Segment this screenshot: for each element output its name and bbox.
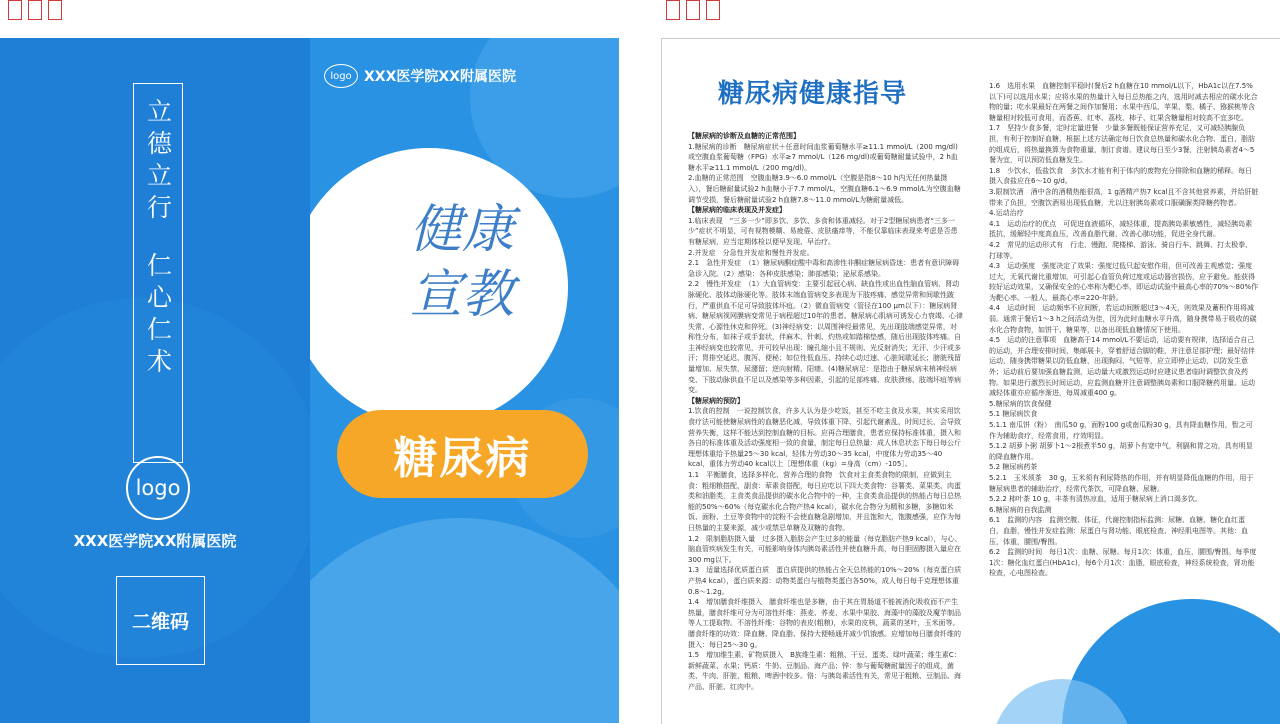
paragraph: 1.1 平衡膳食，选择多样化、营养合理的食物 饮食对主食类食物的限制，应做到主食：粗细粮搭配，副食：荤素食搭配，每日应吃以下四大类食物：谷薯类、菜果类、肉蛋类和油脂类，主食类食品提供的碳水化合物中的一种，主食类食品提供的热能占每日总热能的50%～60%（每克碳水化合物产热4 kcal），碳水化合物分为精和多糖，多糖如米饭、面粉、土豆等食物中的淀粉不会使血糖急剧增加，并且饱和大，饱腹感强，应作为每日热量的主要来源，减少或禁忌单糖及双糖的食物。 [688,471,961,532]
document-title: 糖尿病健康指导 [718,79,908,109]
paragraph: 1.饮食的控制 一说控制饮食，许多人认为是少吃饭，甚至不吃主食及水果，其实采用饮食疗法可能使糖尿病性的血糖恶化减，导致体重下降、引起代谢紊乱，时间过长，会导致营养失衡，这样不能达到控制血糖的目标。应再合理膳食，患者应保持标准体重，摄入和各自的标准体重及活动强度相一致的食量，制定每日总热量：成人休息状态下每日每公斤理想体重给予热量25～30 kcal，轻体力劳动30～35 kcal，中度体力劳动35～40 kcal，重体力劳动40 kcal以上［理想体重（kg）=身高（cm）-105］。 [688,407,961,469]
paragraph: 1.7 坚持少食多餐，定时定量进餐 少量多餐既能保证营养充足，又可减轻胰腺负担，有利于控制好血糖，根据上述方法确定每日饮食总热量和碳水化合物、蛋白、脂肪的组成后，将热量换算为食物重量，制订食谱。建议每日至少3餐，注射胰岛素者4～5餐为宜，可以预防低血糖发生。 [989,124,1255,165]
paragraph: 5.2.2 柿叶茶 10 g，丰茶有清热凉血，适用于糖尿病上消口渴多饮。 [989,495,1202,504]
brochure-outer-spread [0,38,619,723]
paragraph: 5.2.1 玉米须茶 30 g，玉米须有利尿降热的作用，并有明显降低血糖的作用，用于糖尿病患者的辅助治疗，经常代茶饮，可降血糖、尿糖。 [989,473,1254,493]
cover-panel [310,38,619,723]
paragraph: 1.6 选用水果 血糖控制平稳时(餐后2 h血糖在10 mmol/L以下，HbA1c以在7.5%以下)可以选用水果；应将水果的热量计入每日总热能之内，选用时减去相应的碳水化合物的量；吃水果最好在两餐之间作加餐用；水果中西瓜、苹果、梨、橘子、猕猴桃等含糖量相对较低可食用，而香蕉、红枣、荔枝、柿子、红果含糖量相对较高不宜多吃。 [989,82,1258,122]
back-panel [0,38,310,723]
paragraph: 4.3 运动强度 强度决定了效果：强度过低只起安慰作用，但可改善主观感觉；强度过大，无氧代谢比重增加，可引起心血管负荷过度或运动器官损伤，应予避免。能获得较好运动效果，又确保安全的心率称为靶心率，即运动试验中最高心率的70%～80%作为靶心率。一般人，最高心率=220-年龄。 [989,262,1259,302]
text-column-2 [989,81,1259,579]
paragraph: 1.2 限制脂肪摄入量 过多摄入脂肪会产生过多的能量（每克脂肪产热9 kcal），与心、脑血管疾病发生有关，可能影响身体内胰岛素活性并使血糖升高，每日胆固醇摄入量应在300 mg以下。 [688,534,962,564]
section-heading: 【糖尿病的诊断及血糖的正常范围】 [688,132,800,140]
paragraph: 4.4 运动时间 运动频率不应间断，若运动间断超过3～4天，则效果及蓄积作用将减弱。通常于餐后1～3 h之间活动为佳，因为此时血糖水平升高，随身携带易于吸收的碳水化合物食物，如饼干、糖果等，以备出现低血糖情况下使用。 [989,304,1257,334]
slogan [410,198,514,328]
paragraph: 4.5 运动的注意事项 血糖高于14 mmol/L不要运动，运动要有规律，选择适合自己的运动，并合理安排时间，集邮展卡，穿着舒适合脚的鞋，并注意足部护理；最好结伴运动，随身携带糖果以防低血糖，出现胸闷、气短等，应立即停止运动，以防发生意外；运动前后要加强血糖监测，运动量大或激烈运动时应建议患者临时调整饮食及药物。如果进行激烈长时间运动，应监测血糖并注意调整胰岛素和口服降糖药用量。运动减轻体重亦应循序渐进，每周减重400 g。 [989,336,1255,398]
paragraph: 1.4 增加膳食纤维摄入 膳食纤维也是多糖，由于其在胃肠道不能被消化吸收而不产生热量，膳食纤维可分为可溶性纤维：燕麦、荞麦、水果中果胶、海藻中的藻胶及魔芋制品等人工提取物。不溶性纤维：谷物的表皮(粗粮)，水果的皮核，蔬菜的茎叶，玉米面等。膳食纤维的功效：降血糖、降血脂、保持大便畅通并减少饥饿感。应增加每日膳食纤维的摄入：每日25～30 g。 [688,598,961,649]
paragraph: 6.糖尿病的自我监测 [989,505,1052,514]
paragraph: 2.2 慢性并发症 （1）大血管病变：主要引起冠心病、缺血性或出血性脑血管病、肾动脉硬化、肢体动脉硬化等。肢体末端血管病变多表现为下肢疼痛、感觉异常和间歇性跛行，严重供血不足可导致肢体坏疽。（2）微血管病变（管径在100 μm以下）：糖尿病肾病、糖尿病视网膜病变常见于病程超过10年的患者。糖尿病心肌病可诱发心力衰竭、心律失常、心源性休克和猝死。(3)神经病变：以周围神经最常见，先出现肢端感觉异常，对称性分布，如袜子或手套状，伴麻木、针刺、灼热或如踏棉垫感，随后出现肢体疼痛。自主神经病变也较常见，并可较早出现：瞳孔缩小且不规则、光反射消失；无汗、少汗或多汗；胃排空延迟、腹泻、便秘；如位性低血压、持续心动过速、心脏间歇延长；膀胱残留量增加、尿失禁、尿潴留；逆向射精、阳痿。(4)糖尿病足：是指由于糖尿病末梢神经病变、下肢动脉供血不足以及感染等多种因素，引起的足部疼痛、皮肤溃疡、肢端坏疽等病变。 [688,280,963,395]
hospital-name: XXX医学院XX附属医院 [73,532,237,550]
paragraph: 4.2 常见的运动形式有 行走、慢跑、爬楼梯、游泳、骑自行车、跳舞、打太极拳、打球等。 [989,240,1253,260]
paragraph: 1.5 增加维生素、矿物质摄入 B族维生素：粗粮、干豆、蛋类、绿叶蔬菜；维生素C：新鲜蔬菜、水果；钙质：牛奶、豆制品、海产品；锌：参与葡萄糖耐量因子的组成，菌类、牛肉、肝脏、粗粮、啤酒中较多。铬：与胰岛素活性有关，常见于粗粮、豆制品、海产品、肝脏、红肉中。 [688,651,961,691]
paragraph: 1.3 适量选择优质蛋白质 蛋白质提供的热能占全天总热能的10%～20%（每克蛋白质产热4 kcal），蛋白质来源：动物类蛋白与植物类蛋白各50%，成人每日每千克理想体重0.8～1.2g。 [688,566,962,596]
motto-line-2: 仁心仁术 [143,252,173,380]
paragraph: 5.1.1 南瓜饼（粉） 南瓜50 g，面粉100 g或南瓜粉30 g，具有降血糖作用，暂之可作为辅助食疗，经常食用，疗效明显。 [989,421,1253,440]
paragraph: 1.8 少饮水，低盐饮食 多饮水才能有利于体内的废物充分排除和血糖的稀释。每日摄入食盐应在6～10 g/d。 [989,166,1253,186]
crop-marks-left [8,0,62,20]
paragraph: 6.2 监测的时间 每日1次：血糖、尿糖。每月1次：体重，血压，腰围/臀围。每季度1次：糖化血红蛋白(HbA1c)，每6个月1次：血脂，眼底检查，神经系统检查，肾功能检查，心电图检查。 [989,548,1257,578]
section-heading: 【糖尿病的预防】 [688,396,744,405]
deco-circle-bottom [310,518,619,723]
slogan-line-2: 宣教 [410,265,515,325]
cover-hospital-name: XXX医学院XX附属医院 [364,69,516,85]
paragraph: 5.2 糖尿病药茶 [989,463,1038,472]
crop-marks-right [666,0,720,20]
motto-line-1: 立德立行 [143,98,173,226]
slogan-line-1: 健康 [410,200,515,260]
logo: logo [126,456,190,520]
motto-frame [133,83,183,463]
paragraph: 2.血糖的正常范围 空腹血糖3.9～6.0 mmol/L（空腹是指8～10 h内无任何热量摄入），餐后糖耐量试验2 h血糖小于7.7 mmol/L，空腹血糖6.1～6.9 mmol/L为空腹血糖调节受损，餐后糖耐量试验2 h血糖7.8～11.0 mmol/L为糖耐量减低。 [688,174,961,204]
paragraph: 1.临床表现 “三多一少”即多饮、多饮、多食和体重减轻。对于2型糖尿病患者“三多一少”症状不明显，可有视物模糊、易疲倦、皮肤瘙痒等，不能仅靠临床表现来考虑是否患有糖尿病，应当定期体检以便早发现、早治疗。 [688,216,958,246]
paragraph: 5.糖尿病的饮食保健 [989,399,1052,408]
paragraph: 1.糖尿病的诊断 糖尿病症状＋任意时间血浆葡萄糖水平≥11.1 mmol/L（200 mg/dl)或空腹血浆葡萄糖（FPG）水平≥7 mmol/L（126 mg/dl)或葡萄糖耐量试验中，2 h血糖水平≥11.1 mmol/L（200 mg/dl)。 [688,142,958,172]
paragraph: 5.1 糖尿病饮食 [989,410,1038,419]
paragraph: 4.运动治疗 [989,209,1024,218]
paragraph: 2.1 急性并发症 （1）糖尿病酮症酸中毒和高渗性非酮症糖尿病昏迷：患者有意识障碍急诊入院。（2）感染：各种皮肤感染；肺部感染；泌尿系感染。 [688,259,960,278]
disease-title-pill: 糖尿病 [337,410,588,498]
paragraph: 4.1 运动治疗的优点 可促进血液循环，减轻体重，提高胰岛素敏感性，减轻胰岛素抵抗，缓解轻中度高血压，改善血脂代谢，改善心肺功能，促进全身代谢。 [989,219,1253,239]
cover-logo: logo [324,64,358,88]
paragraph: 2.并发症 分急性并发症和慢性并发症。 [688,248,814,257]
text-column-1 [688,131,963,692]
paragraph: 6.1 监测的内容 监测空腹、体征，代谢控制指标监测：尿糖、血糖，糖化血红蛋白，血脂，慢性并发症监测：尿蛋白与肾功能、眼底检查、神经肌电图等。其他：血压，体重，腰围/臀围。 [989,516,1248,546]
brochure-inner-page [661,38,1280,724]
paragraph: 3.限制饮酒 酒中含的酒精热能很高，1 g酒精产热7 kcal且不含其他营养素，并给肝脏带来了负担，空腹饮酒易出现低血糖，尤以注射胰岛素或口服磺脲类降糖药物者。 [989,187,1259,207]
qr-code-placeholder: 二维码 [116,576,205,665]
paragraph: 5.1.2 胡萝卜粥 胡萝卜1～2根煮半50 g，胡萝卜有宽中气，利膈和胃之功，具有明显的降血糖作用。 [989,442,1253,461]
section-heading: 【糖尿病的临床表现及并发症】 [688,206,786,215]
